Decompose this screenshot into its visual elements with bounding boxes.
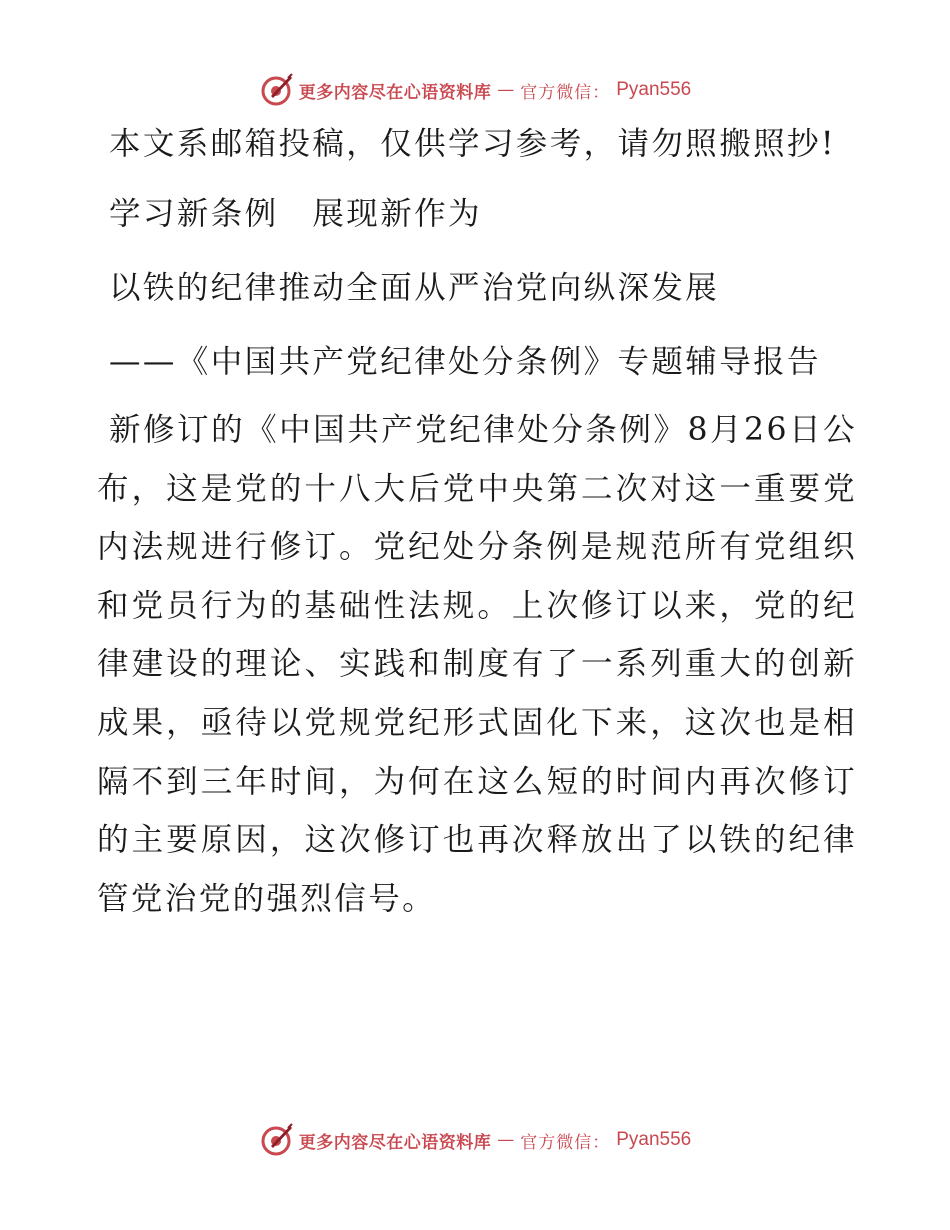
banner-separator: — bbox=[497, 80, 515, 100]
banner-wechat-handle: Pyan556 bbox=[616, 79, 692, 100]
banner-brand: 更多内容尽在心语资料库 bbox=[298, 1132, 492, 1153]
document-subtitle: 以铁的纪律推动全面从严治党向纵深发展 bbox=[109, 270, 720, 306]
footer-banner bbox=[0, 1120, 950, 1160]
quill-logo-icon bbox=[259, 1123, 293, 1157]
submission-notice: 本文系邮箱投稿，仅供学习参考，请勿照搬照抄! bbox=[109, 126, 836, 162]
report-subtitle: ——《中国共产党纪律处分条例》专题辅导报告 bbox=[109, 344, 821, 380]
banner-brand: 更多内容尽在心语资料库 bbox=[298, 82, 492, 103]
quill-logo-icon bbox=[259, 73, 293, 107]
banner-official-label: 官方微信： bbox=[520, 82, 611, 103]
header-banner bbox=[0, 70, 950, 110]
document-title: 学习新条例 展现新作为 bbox=[109, 196, 482, 232]
body-paragraph: 新修订的《中国共产党纪律处分条例》8月26日公布，这是党的十八大后党中央第二次对这一重要党内法规进行修订。党纪处分条例是规范所有党组织和党员行为的基础性法规。上次修订以来，党的纪律建设的理论、实践和制度有了一系列重大的创新成果，亟待以党规党纪形式固化下来，这次也是相隔不到三年时间，为何在这么短的时间内再次修订的主要原因，这次修订也再次释放出了以铁的纪律管党治党的强烈信号。 bbox=[97, 412, 857, 917]
banner-separator: — bbox=[497, 1130, 515, 1150]
document-body bbox=[97, 120, 857, 928]
banner-wechat-handle: Pyan556 bbox=[616, 1129, 692, 1150]
banner-official-label: 官方微信： bbox=[520, 1132, 611, 1153]
